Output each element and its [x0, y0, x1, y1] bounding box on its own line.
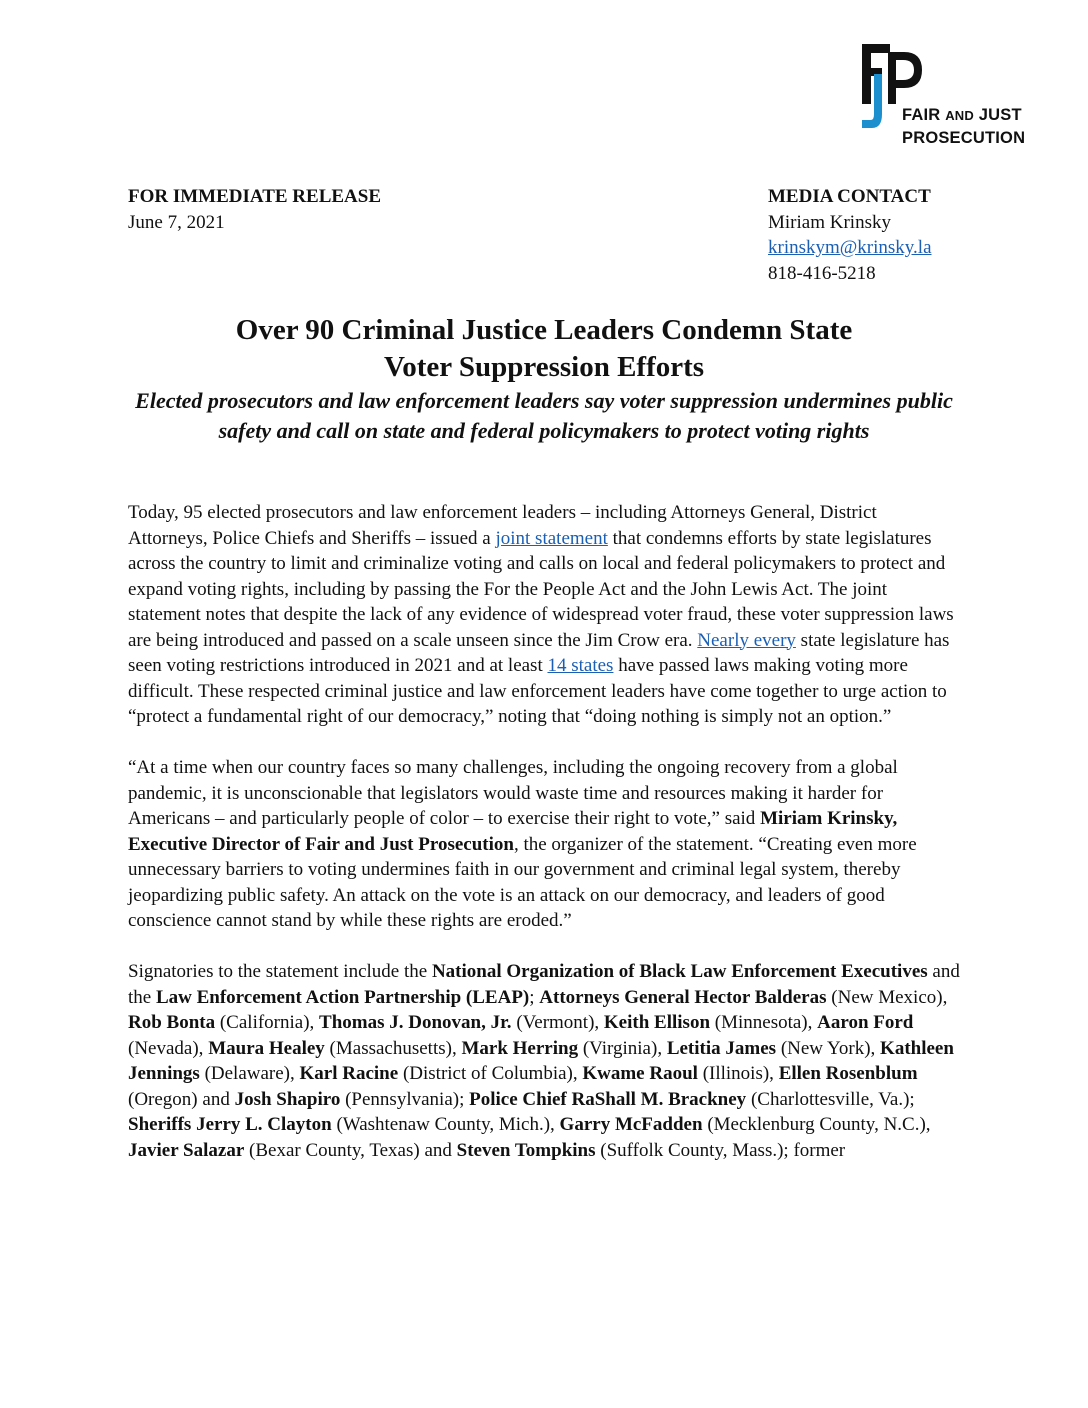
- press-release-body: [128, 500, 960, 1189]
- paragraph-3: [128, 959, 960, 1163]
- contact-name: Miriam Krinsky: [768, 211, 891, 233]
- p3-text: (Massachusetts),: [324, 1037, 462, 1059]
- logo-line-2: PROSECUTION: [902, 129, 1026, 147]
- release-block: [128, 184, 381, 235]
- release-date: June 7, 2021: [128, 211, 225, 233]
- p3-bold: Thomas J. Donovan, Jr.: [319, 1012, 512, 1033]
- p1-text: have passed laws making voting more difficult. These respected criminal justice and law enforcement leaders have come together to urge action to “protect a fundamental right of our democracy,” noting that “doing nothing is simply not an option.”: [128, 655, 947, 727]
- p3-bold: Karl Racine: [299, 1063, 399, 1084]
- p3-bold: Kwame Raoul: [582, 1063, 698, 1084]
- p3-text: (California),: [215, 1012, 320, 1033]
- p1-text: Today, 95 elected prosecutors and law enforcement leaders – including Attorneys General, District Attorneys, Police Chiefs and Sheriffs – issued a: [128, 502, 877, 549]
- joint-statement-link[interactable]: joint statement: [495, 527, 608, 549]
- p3-bold: Kathleen Jennings: [128, 1037, 954, 1084]
- p3-text: (Illinois),: [697, 1063, 779, 1084]
- subheadline: Elected prosecutors and law enforcement leaders say voter suppression undermines public safety and call on state and federal policymakers to protect voting rights: [135, 388, 953, 443]
- p3-bold: Rob Bonta: [128, 1012, 216, 1033]
- logo-f-top: [862, 44, 890, 53]
- logo-fair: FAIR: [902, 106, 941, 124]
- p2-bold: Miriam Krinsky, Executive Director of Fair and Just Prosecution: [128, 808, 898, 855]
- paragraph-2: [128, 755, 960, 934]
- p3-bold: Ellen Rosenblum: [778, 1063, 918, 1084]
- logo-and: AND: [945, 108, 974, 123]
- logo-p: [888, 52, 922, 104]
- p3-text: Signatories to the statement include the: [128, 961, 432, 982]
- p3-text: (Washtenaw County, Mich.),: [331, 1114, 560, 1135]
- p3-text: (Delaware),: [199, 1063, 300, 1084]
- p3-text: and the: [128, 961, 960, 1008]
- p3-bold: Letitia James: [666, 1037, 777, 1059]
- release-label: FOR IMMEDIATE RELEASE: [128, 186, 382, 207]
- media-contact-block: [768, 184, 932, 286]
- p3-bold: Aaron Ford: [817, 1012, 914, 1033]
- p3-text: (Nevada),: [128, 1037, 209, 1059]
- p3-text: (Pennsylvania);: [340, 1088, 470, 1110]
- p3-text: (Mecklenburg County, N.C.),: [702, 1114, 931, 1135]
- p3-bold: Garry McFadden: [559, 1114, 703, 1135]
- p3-bold: Josh Shapiro: [234, 1088, 341, 1110]
- p3-text: (Minnesota),: [710, 1012, 818, 1033]
- p3-bold: Mark Herring: [461, 1037, 579, 1059]
- contact-label: MEDIA CONTACT: [768, 186, 931, 207]
- p3-text: (Vermont),: [511, 1012, 604, 1033]
- p3-text: (New Mexico),: [826, 986, 948, 1008]
- p3-bold: Law Enforcement Action Partnership (LEAP): [155, 986, 530, 1008]
- p3-bold: Maura Healey: [208, 1037, 325, 1059]
- p3-text: (Suffolk County, Mass.); former: [595, 1139, 846, 1161]
- headline-line-2: Voter Suppression Efforts: [383, 351, 705, 383]
- logo-line-1: [902, 104, 1025, 127]
- p3-text: (New York),: [776, 1037, 881, 1059]
- p3-text: (Virginia),: [578, 1037, 667, 1059]
- p3-bold: Police Chief RaShall M. Brackney: [469, 1088, 747, 1110]
- p3-text: ;: [529, 986, 540, 1008]
- p3-text: (Charlottesville, Va.);: [746, 1088, 915, 1110]
- nearly-every-link[interactable]: Nearly every: [697, 629, 796, 651]
- p3-bold: National Organization of Black Law Enforcement Executives: [431, 961, 928, 982]
- p3-bold: Sheriffs Jerry L. Clayton: [128, 1114, 332, 1135]
- p3-bold: Javier Salazar: [128, 1139, 245, 1161]
- p3-bold: Steven Tompkins: [456, 1139, 596, 1161]
- p2-text: “At a time when our country faces so many challenges, including the ongoing recovery from a global pandemic, it is unconscionable that legislators would waste time and resources making it harder for Americans – and particularly people of color – to exercise their right to vote,” said: [128, 757, 898, 829]
- p3-bold: Keith Ellison: [603, 1012, 711, 1033]
- logo-wordmark: [902, 104, 1025, 149]
- p1-text: state legislature has seen voting restrictions introduced in 2021 and at least: [128, 629, 950, 676]
- p2-text: , the organizer of the statement. “Creating even more unnecessary barriers to voting undermines faith in our government and criminal legal system, thereby jeopardizing public safety. An attack on the vote is an attack on our democracy, and leaders of good conscience cannot stand by while these rights are eroded.”: [128, 833, 917, 931]
- p3-text: (Oregon) and: [128, 1088, 235, 1110]
- contact-email-link[interactable]: krinskym@krinsky.la: [768, 237, 932, 258]
- logo-just: JUST: [978, 106, 1022, 124]
- p3-bold: Attorneys General Hector Balderas: [539, 986, 827, 1008]
- headline-line-1: Over 90 Criminal Justice Leaders Condemn State: [235, 314, 853, 346]
- contact-phone: 818-416-5218: [768, 262, 876, 284]
- p3-text: (Bexar County, Texas) and: [244, 1139, 457, 1161]
- p1-text: that condemns efforts by state legislatures across the country to limit and criminalize voting and calls on local and federal policymakers to protect and expand voting rights, including by passing the For the People Act and the John Lewis Act. The joint statement notes that despite the lack of any evidence of widespread voter fraud, these voter suppression laws are being introduced and passed on a scale unseen since the Jim Crow era.: [128, 527, 954, 651]
- headline: [128, 312, 960, 386]
- p3-text: (District of Columbia),: [398, 1063, 583, 1084]
- paragraph-1: [128, 500, 960, 730]
- fourteen-states-link[interactable]: 14 states: [547, 655, 614, 676]
